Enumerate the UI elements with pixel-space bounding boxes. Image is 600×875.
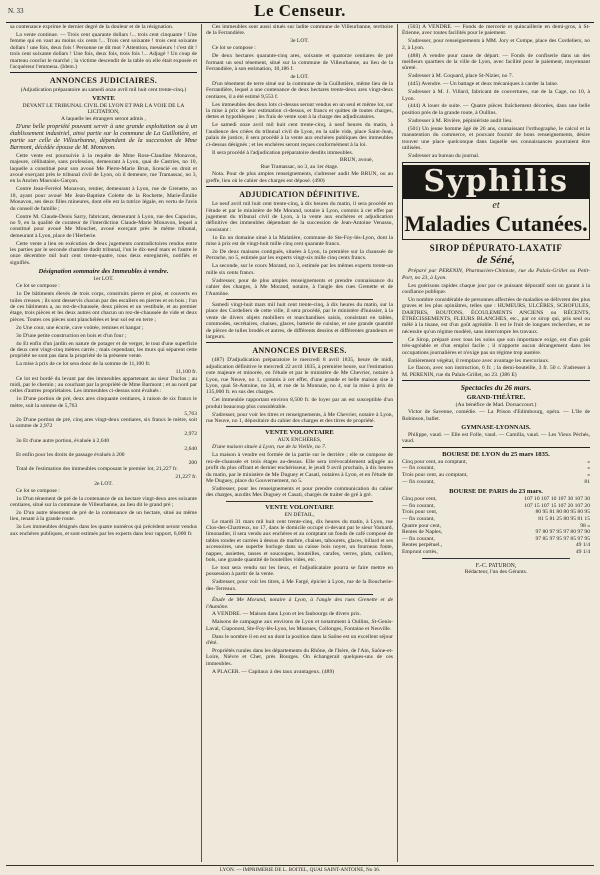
signature: BRUN, avoué, (339, 157, 373, 164)
ad-paragraph: (445) Avendre. — Un battage et deux mécaniques à carder la laine. (408, 81, 559, 88)
article-paragraph: 2o D'un autre ténement de pré de la contenance de un hectare, situé au même lieu, tenant à la grande route. (10, 509, 197, 523)
article-paragraph: Dans le nombre il en est un dont la position dans la Saône est un excellent séjour d'été. (206, 633, 393, 647)
table-row (402, 465, 590, 472)
lot-heading: 2e LOT. (94, 480, 113, 487)
article-paragraph: 2o Une cour, une écurie, cave voûtée, remises et hangar ; (16, 324, 144, 331)
amount: 2,640 (184, 445, 197, 452)
table-cell: » (587, 465, 590, 472)
ad-subheadline: Maladies Cutanées. (404, 211, 588, 237)
amount: 2,972 (184, 431, 197, 438)
article-paragraph: Contre M. Claude-Denis Sarry, fabricant, demeurant à Lyon, rue des Capucins, no 9, en la qualité de curateur de l'interdiction Claude-Marie Monavon, lequel a constitué pour avoué Me Mouchet, avoué exerçant près le même tribunal, demeurant à Lyon, place de l'Herberie. (10, 213, 197, 239)
signature-address: Rue Tramassac, no 3, au 1er étage. (260, 164, 339, 171)
table-cell: — fin courant, (402, 502, 435, 509)
lead-paragraph: Étude de Me Morand, notaire à Lyon, à l'angle des rues Grenette et de l'Aumône. (206, 597, 393, 610)
amount: 21,227 fr. (175, 474, 197, 481)
column-1 (6, 24, 202, 862)
newspaper-page (6, 0, 594, 875)
subheading: VENTE (92, 95, 115, 103)
table-cell: Rentes de Naples, (402, 529, 443, 536)
editor-signature: F.-C. PATURON, (475, 562, 517, 569)
article-paragraph: S'adresser, pour voir les titres, à Me Fargé, épicier à Lyon, rue de la Boucherie-des-Terreaux. (206, 579, 393, 592)
amount: 5,763 (184, 410, 197, 417)
article-paragraph: sa contenance exprime le dernier degré de la douleur et de la résignation. (10, 24, 174, 30)
article-paragraph: Il sera procédé à l'adjudication préparatoire desdits immeubles. (212, 149, 354, 156)
table-cell: Emprunt cortès, (402, 548, 438, 555)
column-2 (202, 24, 398, 862)
ad-paragraph: Les guérisons rapides chaque jour par ce puissant dépuratif sont un garant à la confiance publique. (402, 282, 590, 295)
table-row (402, 542, 590, 549)
ad-paragraph: S'adresser à M. Rivière, pépiniériste audit lieu. (408, 117, 513, 124)
ad-paragraph: (444) A louer de suite. — Quatre pièces fraîchement décorées, dans une belle position près de la grande route, à Oullins. (402, 103, 590, 116)
lot-heading: 4e LOT. (290, 73, 309, 80)
ad-paragraph: Entièrement végétal, il remplace avec avantage les mercuriaux. (408, 357, 550, 364)
article-paragraph: Le mardi 31 mars mil huit cent trente-cinq, dix heures du matin, à Lyon, rue Clos-des-Chartreux, no 17, dans le domicile occupé ci-devant par le sieur Varnard, limonadier, il sera vendu aux enchères et au comptant un fonds de café composé de tables rondes et carrées à dessus de marbre, chaises, tabourets, glaces, billard et ses accessoires, une superbe horloge dans sa caisse bois noyer, un fourneau fonte, nappes, assiettes, tasses et soucoupes, bouteilles, carafes, verres, plats, cuillers, bols, une grande quantité de bouteilles vides, etc. (206, 518, 393, 564)
article-paragraph: D'un ténement de terre situé sur la commune de la Guillotière, même lieu de la Ferrandière, lequel a une contenance de deux hectares trente-deux ares vingt-deux centiares, il a été estimé 9,553 f. (206, 80, 393, 100)
ad-paragraph: S'adresser à M. J. Villard, fabricant de couvertures, rue de la Cage, no 10, à Lyon. (402, 89, 590, 102)
table-row (402, 503, 590, 510)
table-row (402, 549, 590, 556)
table-cell: Cinq pour cent, au comptant, (402, 458, 467, 465)
bourse-paris-heading: BOURSE DE PARIS du 23 mars. (449, 488, 543, 496)
table-row (402, 496, 590, 503)
table-cell: 97 85 97 95 97 85 97 95 (535, 535, 590, 542)
article-paragraph: A VENDRE. — Maison dans Lyon et les faubourgs de divers prix. (212, 611, 362, 618)
printer-footer: LYON. — IMPRIMERIE DE L. BOITEL, QUAI SAINT-ANTOINE, No 36. (6, 865, 594, 873)
article-paragraph: 1o D'une portion de pré, deux ares cinquante centiares, à raison de six francs le mètre, soit la somme de 5,763 (10, 396, 197, 409)
article-paragraph: Contre Jean-Ferréol Monavon, rentier, demeurant à Lyon, rue de Grenette, no 18, ayant pour avoué Me Jean-Baptiste Colette de la Rochette, Marie-Émilie Monavon, ses deux filles mineures, dont elle est la tutrice légale, en vertu de l'avis du conseil de famille ; (10, 186, 197, 212)
article-paragraph: S'adresser, pour les renseignements et pour prendre communication du cahier des charges, auxdits Mes Duguey et Casati, chargés de traiter de gré à gré. (206, 485, 393, 499)
masthead (6, 0, 594, 23)
table-cell: 97 80 97 95 97 80 97 90 (535, 529, 590, 536)
article-paragraph: 3o D'une petite construction en bois et d'un four ; (16, 332, 127, 339)
ad-paragraph: S'adresser à M. Coquard, place St-Nizier, no 7. (408, 73, 514, 80)
section-title-judiciaires: ANNONCES JUDICIAIRES. (49, 76, 158, 86)
table-cell: 107 10 107 10 107 30 107 30 (524, 496, 590, 503)
ad-paragraph: Préparé par PERENIN, Pharmacien-Chimiste, rue du Palais-Grillet ou Petit-Port, no 23, à Lyon. (402, 268, 590, 281)
columns (6, 24, 594, 862)
article-paragraph: 3o Et d'une autre portion, évaluée à 2,640 (16, 437, 110, 444)
ad-paragraph: (501) Un jeune homme âgé de 26 ans, connaissant l'orthographe, le calcul et la manutention du commerce, et pouvant fournir de bons renseignements, désire trouver une place quelconque dans laquelle ses connaissances pourraient être utilisées. (402, 125, 590, 151)
bourse-lyon-heading: BOURSE DE LYON du 25 mars 1835. (442, 450, 550, 458)
article-paragraph: 1o D'un ténement de pré de la contenance de un hectare vingt-deux ares soixante centiares, situé sur la commune de Villeurbanne, au lieu dit le grand pré ; (10, 495, 197, 508)
ad-product-subname: de Séné, (477, 254, 515, 267)
article-paragraph: Cet immeuble rapportant environ 8,500 fr. de loyer par an est susceptible d'un produit beaucoup plus considérable. (206, 397, 393, 410)
subheading: AUX ENCHÈRES, (277, 437, 322, 444)
ad-paragraph: Un nombre considérable de personnes affectées de maladies se délivrent des plus graves et les plus opiniâtres, telles que : HUMEURS, ULCÈRES, SCROFULES, DARTRES, BOUTONS, ÉCOULEMENTS ANCIENS ou RÉCENTS, ÉTRÉCISSEMENTS, FLEURS BLANCHES, etc., par ce sirop qui, pris seul ou mêlé à la tisane, est d'un goût agréable. Il est le fruit de longues recherches, et ne nécessite qu'un régime modéré, sans interrompre les travaux. (402, 296, 590, 335)
table-cell: — fin courant, (402, 535, 435, 542)
article-paragraph: Cette vente est poursuivie à la requête de Mme Rose-Claudine Monavon, majeure, célibataire, sans profession, demeurant à Lyon, quai de Castries, no 10, laquelle a constitué pour son avoué Me Pierre-Marie Brun, licencié en droit et avoué exerçant près le tribunal civil de Lyon, où il demeure, rue Tramassac, no 3, en la Ancien Mauvais-Garçon. (10, 152, 197, 185)
article-paragraph: Ces immeubles sont aussi situés sur ladite commune de Villeurbanne, territoire de la Ferrandière. (206, 24, 393, 37)
article-paragraph: Le tout sera vendu sur les lieux, et l'adjudicataire pourra se faire mettre en possession à partir de la vente. (206, 565, 393, 578)
subheading: VENTE VOLONTAIRE (265, 503, 334, 511)
section-title-adjudication: ADJUDICATION DÉFINITIVE. (239, 190, 360, 200)
table-cell: — fin courant, (402, 516, 435, 522)
article-paragraph: S'adresser, pour voir les titres et renseignements, à Me Chevrier, notaire à Lyon, rue Neuve, no 1, dépositaire du cahier des charges et des titres de propriété. (206, 411, 393, 424)
table-cell: Rentes perpétuel., (402, 542, 443, 549)
subheading: Désignation sommaire des Immeubles à vendre. (38, 268, 169, 276)
table-cell: Cinq pour cent, (402, 496, 437, 503)
table-cell: 98 » (580, 522, 590, 529)
table-cell: 49 1/4 (575, 548, 590, 555)
ad-conjunction: et (492, 200, 500, 212)
article-paragraph: Cette vente a lieu en exécution de deux jugements contradictoires rendus entre les parties par le seconde chambre dudit tribunal, l'un le dix-neuf mars et l'autre le onze décembre mil huit cent trente-quatre, tous deux enregistrés, notifiés et signifiés. (10, 240, 197, 266)
article-paragraph: 2o D'une portion de pré, cinq ares vingt-deux centiares, six francs le mètre, soit la somme de 2,972 (10, 416, 197, 430)
article-paragraph: 4o Et enfin d'un jardin en nature de potager et de verger, le tout d'une superficie de deux cent vingt-cinq mètres carrés ; mais cependant, les murs qui séparent cette propriété ne sont pas dans la propriété de la présente vente. (10, 340, 197, 360)
subheading: A laquelle les étrangers seront admis , (61, 116, 146, 123)
subheading: (Adjudication préparatoire au samedi onze avril mil huit cent trente-cinq.) (20, 87, 187, 94)
article-paragraph: La maison à vendre est formée de la partie sur le derrière ; elle se compose de rez-de-chaussée et trois étages au-dessus. Elle sera irrévocablement adjugée au profit du plus offrant et dernier enchérisseur, le jeudi 9 avril prochain, à dix heures du matin, par le ministère de Me Duguey et Casati, notaires à Lyon, et en l'étude de Me Duguey, place du Gouvernement, no 5. (206, 452, 393, 484)
newspaper-title: Le Censeur. (254, 1, 346, 20)
article-paragraph: Total de l'estimation des immeubles composant le premier lot, 21,227 fr. (16, 466, 178, 473)
article-paragraph: 2o De deux maisons contiguës, situées à Lyon, la première sur la chaussée de Perrache, no 5, estimée par les experts vingt-six mille cinq cents francs. (206, 249, 393, 262)
table-cell: — fin courant, (402, 478, 435, 485)
theatre-program: Victor de Savenne, comédie. — La Prison d'Edimbourg, opéra. — L'Ile de Robinson, ballet. (402, 409, 590, 422)
ad-paragraph: Le flacon, avec son instruction, 6 fr. ; la demi-bouteille, 3 fr. 50 c. S'adresser à M. PERENIN, rue du Palais-Grillet, no 23. (386 E) (402, 365, 590, 378)
article-paragraph: 1o En un domaine situé à la Malatière, commune de Ste-Foy-lès-Lyon, dont la mise à prix est de vingt-huit mille cinq cent quarante francs. (206, 234, 393, 248)
lot-heading: 1er LOT. (93, 276, 114, 283)
article-paragraph: La vente continue. — Trois cent quarante dollars !... trois cent cinquante ! Une femme qui en vaut au moins six cents !... Trois cent soixante ! trois cent soixante dollars ! une fois, deux fois ! Personne ne dit mot ? Attention, messieurs ! c'est dit ! trois cent soixante dollars ! Une fois, deux fois, trois fois !... Adjugé ! Un coup de marteau conclut le marché ; la victime descendit de la table où elle était exposée et l'acquéreur l'emmena. (Idem.) (10, 31, 197, 70)
lead-paragraph: D'une belle propriété pouvant servir à une grande exploitation ou à un établissement industriel, ainsi partie sur la commune de La Guillotière, et partie sur celle de Villeurbanne, dépendant de la succession de Mme Barmont, décédée épouse de M. Monavon. (10, 123, 197, 152)
article-paragraph: La mise à prix de ce lot sera donc de la somme de 11,100 fr. (16, 361, 151, 368)
subheading: DEVANT LE TRIBUNAL CIVIL DE LYON ET PAR LA VOIE DE LA LICITATION, (22, 103, 185, 116)
article-paragraph: La seconde, sur le cours Morand, no 3, estimée par les mêmes experts trente-un mille six cents francs. (206, 263, 393, 276)
table-cell: — fin courant, (402, 465, 435, 472)
subheading: VENTE VOLONTAIRE (265, 429, 334, 437)
article-paragraph: Les immeubles des deux lots ci-dessus seront vendus en un seul et même lot, sur la mise à prix de leur estimation ci-dessus, et francs et quittes de toutes charges, dettes et hypothèques ; les frais de vente sont à la charge des adjudicataires. (206, 101, 393, 121)
table-cell: Quatre pour cent, (402, 522, 441, 529)
article-paragraph: Ce lot se compose : (212, 45, 256, 52)
article-paragraph: Nota. Pour de plus amples renseignements, s'adresser audit Me BRUN, ou au greffe, lieu où le cahier des charges est déposé. (490) (206, 171, 393, 184)
ad-paragraph: S'adresser, pour renseignements à MM. Jory et Compe, place des Cordeliers, no 2, à Lyon. (402, 38, 590, 51)
table-row (402, 509, 590, 516)
table-cell: Trois pour cent, (402, 509, 438, 516)
article-paragraph: Le neuf avril mil huit cent trente-cinq, à dix heures du matin, il sera procédé en l'étude et par le ministère de Me Morand, notaire à Lyon, commis à cet effet par jugement du tribunal civil de Lyon, à la vente aux enchères et adjudication définitive des immeubles dépendant de la succession de Jean-Antoine Venassu, consistant : (206, 201, 393, 233)
ad-paragraph: Ce Sirop, préparé avec tous les soins que son importance exige, est d'un goût très-agréable et d'un emploi facile ; il n'apporte aucun dérangement dans les occupations journalières et n'exige pas un régime trop austère. (402, 336, 590, 356)
section-title-diverses: ANNONCES DIVERSES. (252, 346, 347, 356)
article-paragraph: 3o Les immeubles désignés dans les quatre numéros qui précèdent seront vendus aux enchères publiques, et sont estimés par les experts dans leur rapport, 6,000 fr. (10, 524, 197, 537)
lot-heading: 3e LOT. (290, 38, 309, 45)
table-cell: 81 5 81 25 80 95 81 15 (538, 516, 590, 522)
ad-headline: Syphilis (403, 165, 589, 199)
article-paragraph: Ce lot est bordé du levant par des immeubles appartenant au sieur Duclos ; au midi, par le chemin ; au couchant par la propriété de Mme Barmont ; et au nord par celles d'autres propriétaires. Les immeubles ci-dessus sont évalués : (10, 375, 197, 395)
article-paragraph: Ce lot se compose : (16, 283, 60, 290)
article-paragraph: De deux hectares quarante-cinq ares, soixante et quatorze centiares de pré formant un seul ténement, situé sur la commune de Villeurbanne, au lieu de la Ferrandière, à son estimation, 10,186 f. (206, 53, 393, 73)
article-paragraph: S'adresser, pour de plus amples renseignements et prendre connaissance du cahier des charges, à Me Morand, notaire, à l'angle des rues Grenette et de l'Aumône. (206, 277, 393, 297)
table-row (402, 479, 590, 486)
table-cell: Trois pour cent, au comptant, (402, 472, 468, 479)
ad-paragraph: (488) A vendre pour cause de départ. — Fonds de confiserie dans un des meilleurs quartiers de la ville de Lyon, avec facilité pour le paiement, moyennant sûreté. (402, 52, 590, 72)
issue-number: N. 33 (8, 7, 24, 15)
syphilis-advertisement (402, 162, 590, 240)
article-paragraph: Et enfin pour les droits de passage évalués à 200 (16, 452, 125, 458)
article-paragraph: Le samedi onze avril mil huit cent trente-cinq, à neuf heures du matin, à l'audience des criées du tribunal civil de Lyon, en la salle vide, place Saint-Jean, palais de justice, il sera procédé à la vente aux enchères publiques des immeubles ci-dessus désignés ; et les enchères seront reçues conformément à la loi. (206, 122, 393, 148)
table-cell: 107 15 107 15 107 20 107 20 (524, 502, 590, 509)
table-cell: 80 95 81 80 80 95 80 95 (535, 509, 590, 516)
table-row (402, 523, 590, 530)
article-paragraph: Propriétés rurales dans les départements du Rhône, de l'Isère, de l'Ain, Saône-et-Loire, Nièvre et Cher, près Bourges. On échangerait quelques-uns de ces immeubles. (206, 647, 393, 667)
article-paragraph: 1o De bâtiments élevés de trois corps, construits pierre et pisé, et couverts en tuiles creuses ; ils sont desservis chacun par des escaliers en pierres et en bois ; l'un de ces bâtiments a, au rez-de-chaussée, deux pièces et un vestibule, et au premier étage, trois pièces et les deux autres ont chacun un rez-de-chaussée de vide et deux pièces. Toutes ces pièces sont planchéiées et leur sol est en terre ; (10, 291, 197, 323)
article-paragraph: (487) D'adjudication préparatoire le mercredi 8 avril 1835, heure de midi, adjudication définitive le mercredi 22 avril 1835, à première heure, sur l'estimation cote majeure et minorée, en l'étude et par le ministère de Me Chevrier, notaire à Lyon, rue Neuve, no 1, commis à cet effet, d'une grande et belle maison sise à Lyon, quai St-Antoine, no 34, et rue de la Monnaie, no 4, sur la mise à prix de 135,000 fr. en sus des charges. (206, 357, 393, 396)
editor-title: Rédacteur, l'un des Gérants. (464, 568, 528, 575)
subheading: EN DÉTAIL, (284, 511, 315, 518)
table-cell: » (587, 458, 590, 465)
table-row (402, 472, 590, 479)
table-row (402, 536, 590, 543)
article-paragraph: Samedi vingt-huit mars mil huit cent trente-cinq, à dix heures du matin, sur la place des Cordeliers de cette ville, il sera procédé, par le ministère d'huissier, à la vente de divers objets mobiliers et marchandises saisis, consistant en tables, commodes, secrétaires, chaises, glaces, batterie de cuisine, et une grande quantité de pièces de tulles brodés et autres, de différents dessins et différentes grandeurs et largeurs. (206, 301, 393, 340)
article-paragraph: A PLACER. — Capitaux à des taux avantageux. (489) (212, 668, 335, 675)
table-row (402, 529, 590, 536)
table-cell: » (587, 472, 590, 479)
ad-paragraph: S'adresser au bureau du journal. (408, 152, 480, 159)
amount: 200 (188, 459, 197, 466)
table-cell: 49 1/4 (575, 542, 590, 549)
table-cell: 81 (584, 478, 590, 485)
theatre-note: (Au bénéfice de Mad. Dorsaccourt.) (455, 402, 537, 409)
article-paragraph: Maisons de campagne aux environs de Lyon et notamment à Oullins, St-Genis-Laval, Ciaponost, Ste-Foy-lès-Lyon, les Massues, Collonges, Fontaine et Neuville. (206, 619, 393, 632)
spectacles-heading: Spectacles du 26 mars. (460, 383, 532, 393)
table-row (402, 516, 590, 523)
bourse-lyon-table (402, 459, 590, 485)
lead-paragraph: D'une maison située à Lyon, rue de la Vieille, no 7. (212, 444, 327, 451)
theatre-program: Philippe, vaud. — Elle est Folle, vaud. — Camilla, vaud. — Les Vieux Péchés, vaud. (402, 432, 590, 445)
theatre-name: GYMNASE-LYONNAIS. (461, 424, 531, 432)
column-3 (398, 24, 594, 862)
article-paragraph: Ce lot se compose : (16, 487, 60, 494)
ad-product-name: SIROP DÉPURATO-LAXATIF (429, 243, 563, 254)
amount: 11,100 fr. (175, 369, 197, 376)
theatre-name: GRAND-THÉÂTRE. (466, 394, 526, 402)
bourse-paris-table (402, 496, 590, 555)
ad-paragraph: (503) A VENDRE. — Fonds de mercerie et quincaillerie en demi-gros, à St-Étienne, avec toutes facilités pour le paiement. (402, 24, 590, 37)
